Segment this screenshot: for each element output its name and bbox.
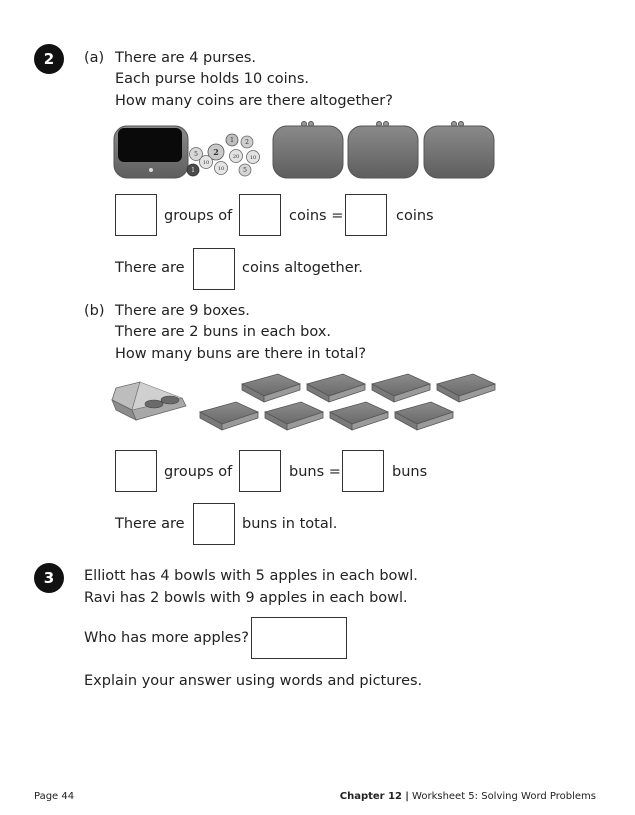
closed-box-icon <box>395 402 453 430</box>
q3-line-2: Ravi has 2 bowls with 9 apples in each bowl. <box>84 590 408 606</box>
part-b-label: (b) <box>84 303 105 319</box>
coin-label: 5 <box>194 151 198 158</box>
closed-purse-icon <box>273 122 343 179</box>
q3-line-1: Elliott has 4 bowls with 5 apples in each bowl. <box>84 568 418 584</box>
explain-instruction: Explain your answer using words and pictures. <box>84 673 423 689</box>
coins-unit-text: coins <box>396 208 434 224</box>
buns-unit-text: buns <box>392 464 428 480</box>
coins-altogether-text: coins altogether. <box>242 260 363 276</box>
worksheet-title: Worksheet 5: Solving Word Problems <box>412 791 596 802</box>
part-b-line-2: There are 2 buns in each box. <box>115 324 332 340</box>
closed-box-icon <box>372 374 430 402</box>
answer-box-groups-b[interactable] <box>115 450 157 492</box>
coins-equals-text: coins = <box>289 208 344 224</box>
coin-label: 5 <box>243 167 247 174</box>
answer-box-who-has-more[interactable] <box>251 617 347 659</box>
closed-box-icon <box>307 374 365 402</box>
answer-box-coins-total[interactable] <box>345 194 387 236</box>
coin-label: 1 <box>191 167 195 174</box>
closed-box-icon <box>330 402 388 430</box>
coin-label: 10 <box>217 166 225 172</box>
buns-in-total-text: buns in total. <box>242 516 338 532</box>
coin-label: 2 <box>245 139 249 146</box>
coin-label: 20 <box>232 154 240 160</box>
buns-equals-text: buns = <box>289 464 341 480</box>
coin-label: 10 <box>202 160 210 166</box>
purses-illustration <box>113 120 503 182</box>
footer-chapter-info <box>340 791 596 802</box>
part-b-line-1: There are 9 boxes. <box>115 303 250 319</box>
closed-purse-icon <box>424 122 494 179</box>
question-number-3: 3 <box>34 563 64 593</box>
closed-purse-icon <box>348 122 418 179</box>
page-number: Page 44 <box>34 791 75 802</box>
coin-label: 1 <box>230 137 234 144</box>
part-a-line-3: How many coins are there altogether? <box>115 93 393 109</box>
coin-pile-icon <box>187 134 260 176</box>
there-are-text: There are <box>115 516 185 532</box>
open-purse-icon <box>114 126 188 178</box>
part-a-line-2: Each purse holds 10 coins. <box>115 71 310 87</box>
answer-box-buns-total[interactable] <box>342 450 384 492</box>
boxes-illustration <box>110 370 500 440</box>
closed-box-icon <box>437 374 495 402</box>
open-box-icon <box>112 382 186 420</box>
coin-label: 2 <box>213 147 219 157</box>
question-number-2: 2 <box>34 44 64 74</box>
part-a-label: (a) <box>84 50 105 66</box>
who-has-more-question: Who has more apples? <box>84 630 249 646</box>
answer-box-buns-in-total[interactable] <box>193 503 235 545</box>
closed-box-icon <box>242 374 300 402</box>
answer-box-groups-a[interactable] <box>115 194 157 236</box>
coin-label: 10 <box>249 155 257 161</box>
part-a-line-1: There are 4 purses. <box>115 50 257 66</box>
chapter-label: Chapter 12 <box>339 791 402 802</box>
groups-of-text: groups of <box>164 208 233 224</box>
part-b-line-3: How many buns are there in total? <box>115 346 367 362</box>
there-are-text: There are <box>115 260 185 276</box>
answer-box-coins-each[interactable] <box>239 194 281 236</box>
answer-box-coins-altogether[interactable] <box>193 248 235 290</box>
answer-box-buns-each[interactable] <box>239 450 281 492</box>
closed-box-icon <box>200 402 258 430</box>
footer-separator: | <box>405 791 409 802</box>
closed-box-icon <box>265 402 323 430</box>
groups-of-text: groups of <box>164 464 233 480</box>
